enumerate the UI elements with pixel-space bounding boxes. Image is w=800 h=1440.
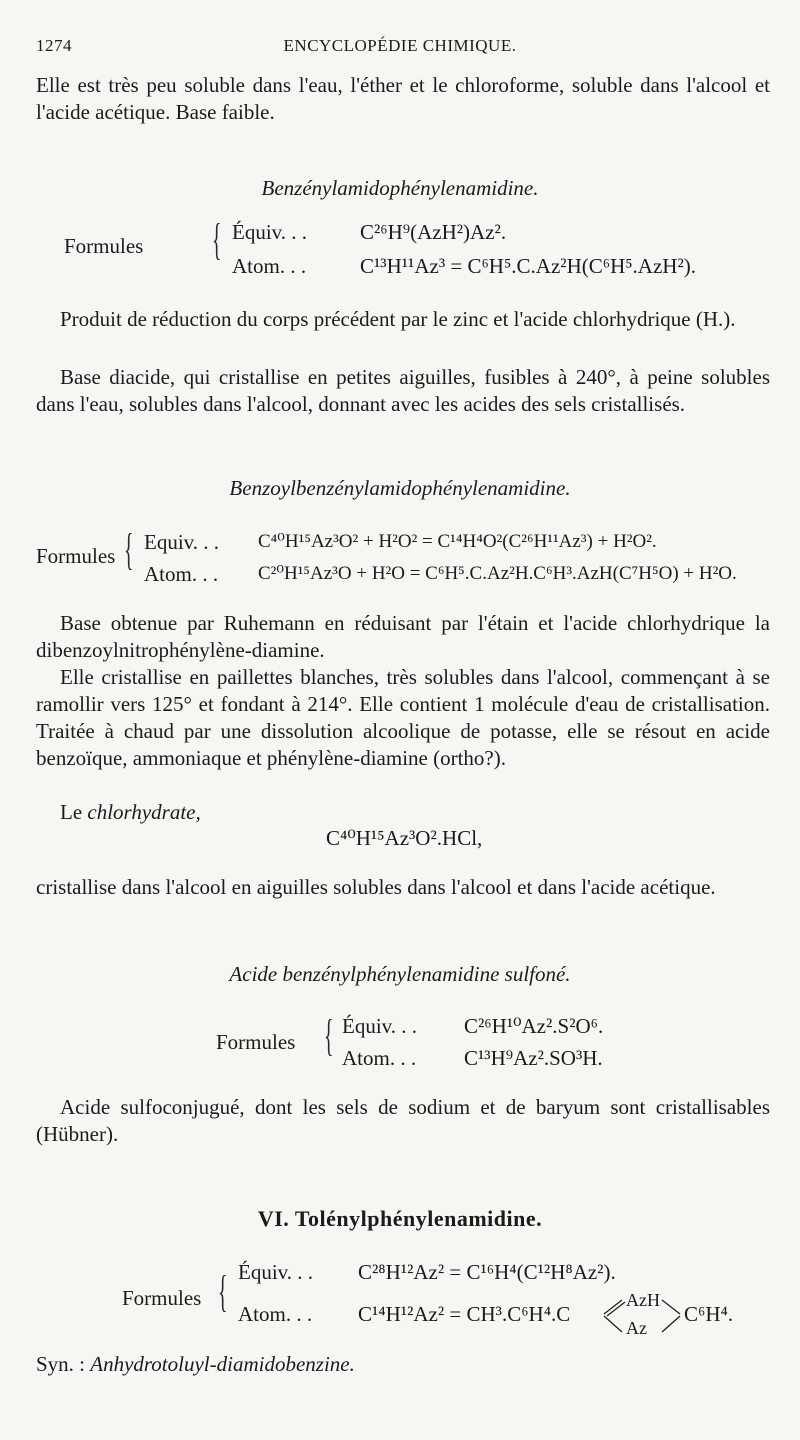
atom-formula-3: C¹³H⁹Az².SO³H. [464, 1046, 603, 1070]
synonym-line [36, 1352, 355, 1377]
section-title-4: VI. Tolénylphénylenamidine. [257, 1206, 543, 1231]
equiv-label-3: Équiv. . . [342, 1014, 418, 1038]
equiv-label-2: Equiv. . . [144, 530, 220, 554]
paragraph-2b: Elle cristallise en paillettes blanches, très solubles dans l'alcool, commençant à se ramollir vers 125° et fondant à 214°. Elle contient 1 molécule d'eau de cristallisation. Traitée à chaud par une dissolution alcoolique de potasse, elle se résout en acide benzoïque, ammoniaque et phénylène-diamine (ortho?). [36, 665, 770, 770]
brace-4: { [218, 1267, 228, 1316]
page-number: 1274 [36, 36, 72, 55]
formulas-label-4: Formules [122, 1286, 202, 1310]
atom-formula-4-top: AzH [626, 1290, 660, 1310]
atom-formula-4b: C⁶H⁴. [684, 1302, 734, 1326]
equiv-formula-2: C⁴⁰H¹⁵Az³O² + H²O² = C¹⁴H⁴O²(C²⁶H¹¹Az³) + H²O². [258, 531, 657, 552]
atom-formula-4a: C¹⁴H¹²Az² = CH³.C⁶H⁴.C [358, 1302, 571, 1326]
section-title-2: Benzoylbenzénylamidophénylenamidine. [229, 476, 571, 500]
brace-3: { [324, 1011, 334, 1060]
synonym-value: Anhydrotoluyl-diamidobenzine. [90, 1352, 355, 1376]
chlorhydrate-italic: chlorhydrate, [87, 800, 201, 824]
running-title: ENCYCLOPÉDIE CHIMIQUE. [283, 36, 517, 55]
section-title-3: Acide benzénylphénylenamidine sulfoné. [229, 962, 571, 986]
atom-formula-4-bottom: Az [626, 1318, 647, 1338]
brace-2: { [124, 525, 134, 574]
atom-label-4: Atom. . . [238, 1302, 313, 1326]
chlorhydrate-prefix: Le [60, 800, 88, 824]
equiv-formula-3: C²⁶H¹⁰Az².S²O⁶. [464, 1014, 604, 1038]
atom-formula-1: C¹³H¹¹Az³ = C⁶H⁵.C.Az²H(C⁶H⁵.AzH²). [360, 254, 696, 278]
paragraph-1a: Produit de réduction du corps précédent par le zinc et l'acide chlorhydrique (H.). [60, 307, 736, 331]
synonym-label: Syn. : [36, 1352, 91, 1376]
chlorhydrate-formula: C⁴⁰H¹⁵Az³O².HCl, [326, 826, 483, 850]
paragraph-2a: Base obtenue par Ruhemann en réduisant par l'étain et l'acide chlorhydrique la dibenzoylnitrophénylène-diamine. [36, 611, 770, 662]
atom-label-2: Atom. . . [144, 562, 219, 586]
paragraph-2c: cristallise dans l'alcool en aiguilles solubles dans l'alcool et dans l'acide acétique. [36, 875, 716, 899]
paragraph-3a: Acide sulfoconjugué, dont les sels de sodium et de baryum sont cristallisables (Hübner). [36, 1095, 770, 1146]
page-header [36, 36, 764, 62]
atom-formula-2: C²⁰H¹⁵Az³O + H²O = C⁶H⁵.C.Az²H.C⁶H³.AzH(C⁷H⁵O) + H²O. [258, 563, 737, 584]
atom-label-3: Atom. . . [342, 1046, 417, 1070]
section-title-1: Benzénylamidophénylenamidine. [261, 176, 539, 200]
formulas-label-3: Formules [216, 1030, 296, 1054]
equiv-formula-1: C²⁶H⁹(AzH²)Az². [360, 220, 507, 244]
paragraph-1b: Base diacide, qui cristallise en petites aiguilles, fusibles à 240°, à peine solubles dans l'eau, solubles dans l'alcool, donnant avec les acides des sels cristallisés. [36, 365, 770, 416]
equiv-label-1: Équiv. . . [232, 220, 308, 244]
intro-paragraph: Elle est très peu soluble dans l'eau, l'éther et le chloroforme, soluble dans l'alcool et l'acide acétique. Base faible. [36, 73, 770, 124]
equiv-formula-4: C²⁸H¹²Az² = C¹⁶H⁴(C¹²H⁸Az²). [358, 1260, 616, 1284]
formulas-label-2: Formules [36, 544, 116, 568]
chlorhydrate-line [60, 800, 201, 825]
equiv-label-4: Équiv. . . [238, 1260, 314, 1284]
brace-1: { [212, 215, 222, 264]
atom-label-1: Atom. . . [232, 254, 307, 278]
formulas-label-1: Formules [64, 234, 144, 258]
